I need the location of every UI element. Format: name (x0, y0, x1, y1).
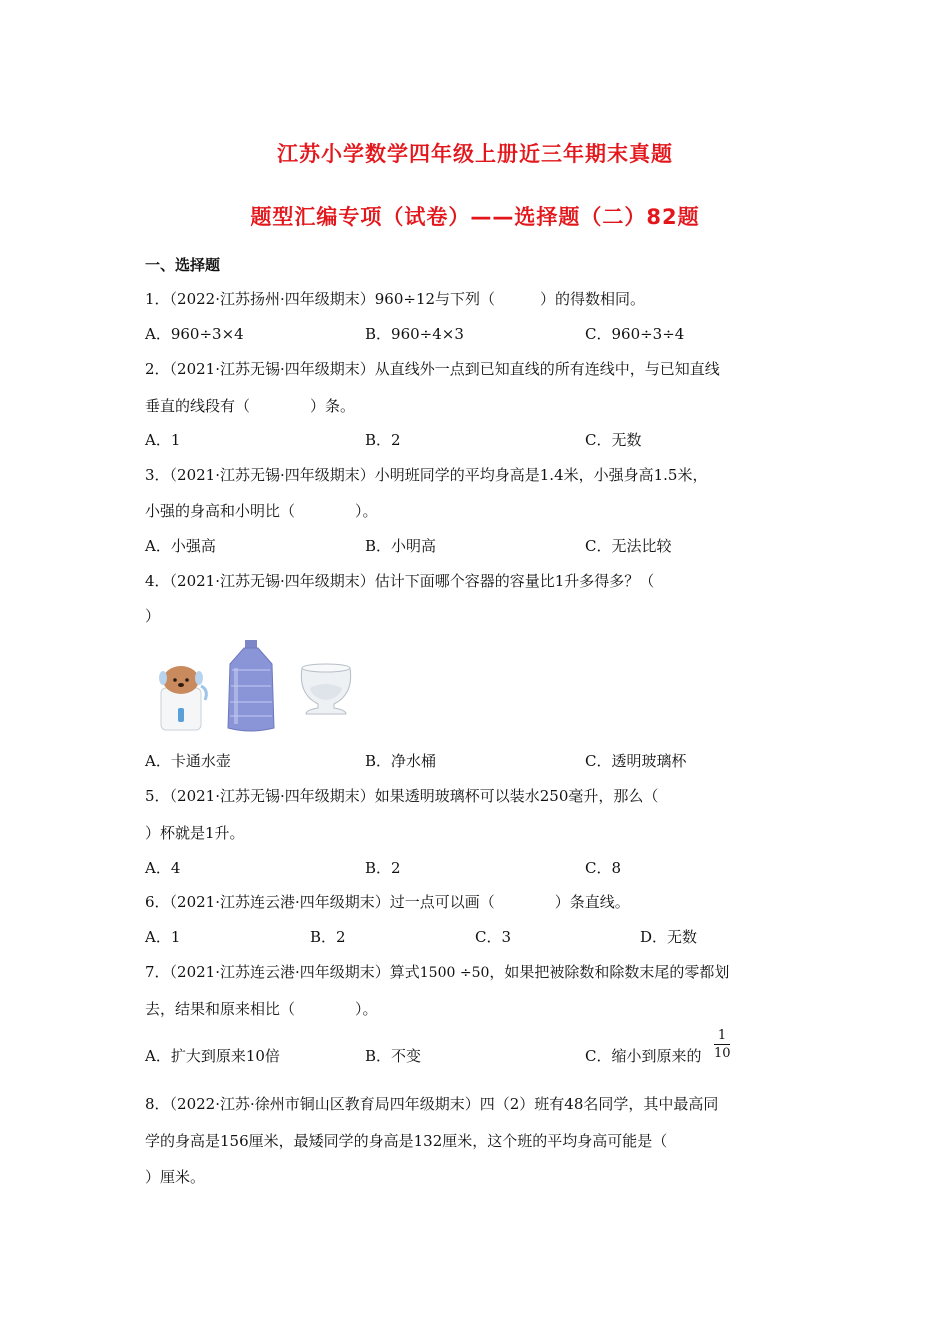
fraction-denominator: 10 (714, 1046, 731, 1061)
question-7-line1 (145, 961, 729, 982)
section-heading: 一、选择题 (145, 256, 221, 274)
q4-option-a: A．卡通水壶 (145, 752, 231, 770)
doc-title: 江苏小学数学四年级上册近三年期末真题 (277, 142, 673, 166)
question-3-line2: 小强的身高和小明比（ ）。 (145, 502, 378, 520)
q4-option-b: B．净水桶 (365, 752, 437, 770)
question-5-line2: ）杯就是1升。 (145, 824, 245, 842)
q7-fraction (714, 1028, 730, 1061)
question-8-line2: 学的身高是156厘米，最矮同学的身高是132厘米，这个班的平均身高可能是（ (145, 1132, 668, 1150)
question-6: 6．（2021·江苏连云港·四年级期末）过一点可以画（ ）条直线。 (145, 893, 630, 911)
question-3-line1: 3．（2021·江苏无锡·四年级期末）小明班同学的平均身高是1.4米，小强身高1.5米， (145, 466, 708, 484)
fraction-numerator: 1 (717, 1028, 727, 1043)
question-1: 1．（2022·江苏扬州·四年级期末）960÷12与下列（ ）的得数相同。 (145, 290, 646, 308)
question-7-line2: 去，结果和原来相比（ ）。 (145, 1000, 378, 1018)
glass-cup-image (296, 658, 356, 722)
q1-option-a: A．960÷3×4 (145, 325, 244, 343)
q1-option-b: B．960÷4×3 (365, 325, 464, 343)
q3-option-b: B．小明高 (365, 537, 437, 555)
q6-option-b: B．2 (310, 928, 346, 946)
fraction-bar (714, 1044, 730, 1045)
q6-option-a: A．1 (145, 928, 181, 946)
q5-option-a: A．4 (145, 859, 181, 877)
q6-option-d: D．无数 (640, 928, 698, 946)
question-4-line2: ） (145, 607, 161, 625)
q5-option-b: B．2 (365, 859, 401, 877)
q6-option-c: C．3 (475, 928, 512, 946)
question-8-line1: 8．（2022·江苏·徐州市铜山区教育局四年级期末）四（2）班有48名同学，其中最高同 (145, 1095, 719, 1113)
cartoon-kettle-image (155, 660, 211, 736)
q7-option-a: A．扩大到原来10倍 (145, 1047, 280, 1065)
q7-option-c: C．缩小到原来的 (585, 1047, 702, 1065)
q4-option-c: C．透明玻璃杯 (585, 752, 687, 770)
q7-expression: 1500 ÷50 (419, 965, 490, 981)
question-8-line3: ）厘米。 (145, 1168, 206, 1186)
question-2-line2: 垂直的线段有（ ）条。 (145, 397, 356, 415)
q3-option-a: A．小强高 (145, 537, 216, 555)
q2-option-c: C．无数 (585, 431, 642, 449)
q1-option-c: C．960÷3÷4 (585, 325, 685, 343)
water-bucket-image (222, 640, 280, 738)
q3-option-c: C．无法比较 (585, 537, 672, 555)
question-4-line1: 4．（2021·江苏无锡·四年级期末）估计下面哪个容器的容量比1升多得多？（ (145, 572, 655, 590)
doc-subtitle: 题型汇编专项（试卷）——选择题（二）82题 (250, 205, 700, 229)
q7-text-post: ，如果把被除数和除数末尾的零都划 (489, 963, 730, 981)
q2-option-b: B．2 (365, 431, 401, 449)
q2-option-a: A．1 (145, 431, 181, 449)
q7-text-pre: 7．（2021·江苏连云港·四年级期末）算式 (145, 963, 420, 981)
question-5-line1: 5．（2021·江苏无锡·四年级期末）如果透明玻璃杯可以装水250毫升，那么（ (145, 787, 659, 805)
question-2-line1: 2．（2021·江苏无锡·四年级期末）从直线外一点到已知直线的所有连线中，与已知直线 (145, 360, 720, 378)
q7-option-b: B．不变 (365, 1047, 422, 1065)
q5-option-c: C．8 (585, 859, 622, 877)
